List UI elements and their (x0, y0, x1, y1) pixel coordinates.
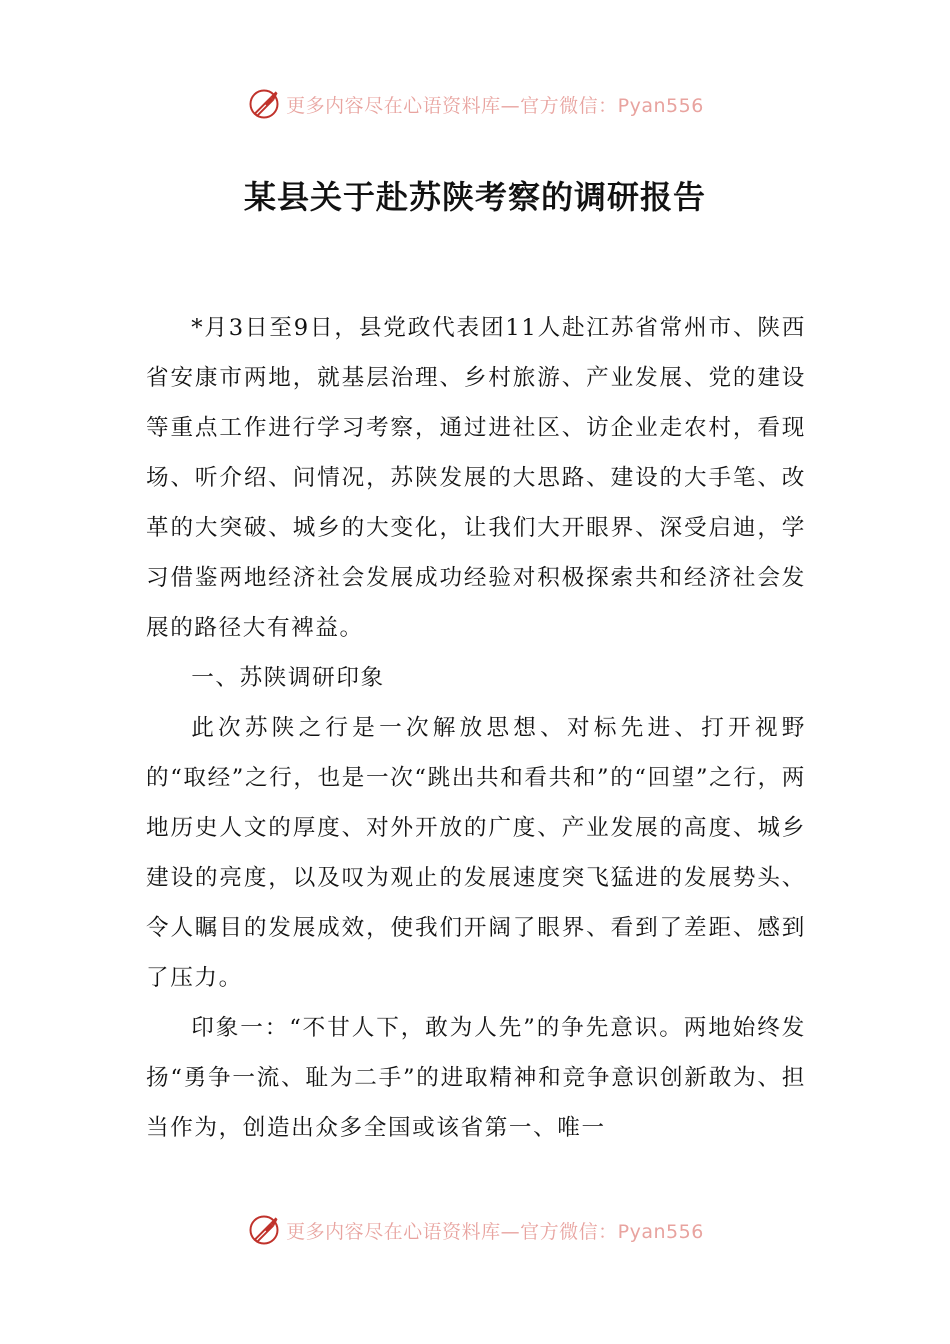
banner-text: 更多内容尽在心语资料库—官方微信：Pyan556 (286, 94, 704, 117)
banner-text: 更多内容尽在心语资料库—官方微信：Pyan556 (286, 1220, 704, 1243)
footer-banner (0, 1210, 950, 1250)
paragraph: 此次苏陕之行是一次解放思想、对标先进、打开视野的“取经”之行，也是一次“跳出共和看共和”的“回望”之行，两地历史人文的厚度、对外开放的广度、产业发展的高度、城乡建设的亮度，以及叹为观止的发展速度突飞猛进的发展势头、令人瞩目的发展成效，使我们开阔了眼界、看到了差距、感到了压力。 (146, 715, 806, 991)
document-title: 某县关于赴苏陕考察的调研报告 (243, 178, 706, 216)
pen-nib-logo-icon (246, 86, 282, 122)
paragraph: *月3日至9日，县党政代表团11人赴江苏省常州市、陕西省安康市两地，就基层治理、乡村旅游、产业发展、党的建设等重点工作进行学习考察，通过进社区、访企业走农村，看现场、听介绍、问情况，苏陕发展的大思路、建设的大手笔、改革的大突破、城乡的大变化，让我们大开眼界、深受启迪，学习借鉴两地经济社会发展成功经验对积极探索共和经济社会发展的路径大有裨益。 (146, 315, 806, 641)
section-heading: 一、苏陕调研印象 (191, 665, 385, 691)
paragraph: 印象一：“不甘人下，敢为人先”的争先意识。两地始终发扬“勇争一流、耻为二手”的进取精神和竞争意识创新敢为、担当作为，创造出众多全国或该省第一、唯一 (146, 1015, 806, 1141)
document-body (146, 303, 806, 1153)
header-banner (0, 84, 950, 124)
pen-nib-logo-icon (246, 1212, 282, 1248)
